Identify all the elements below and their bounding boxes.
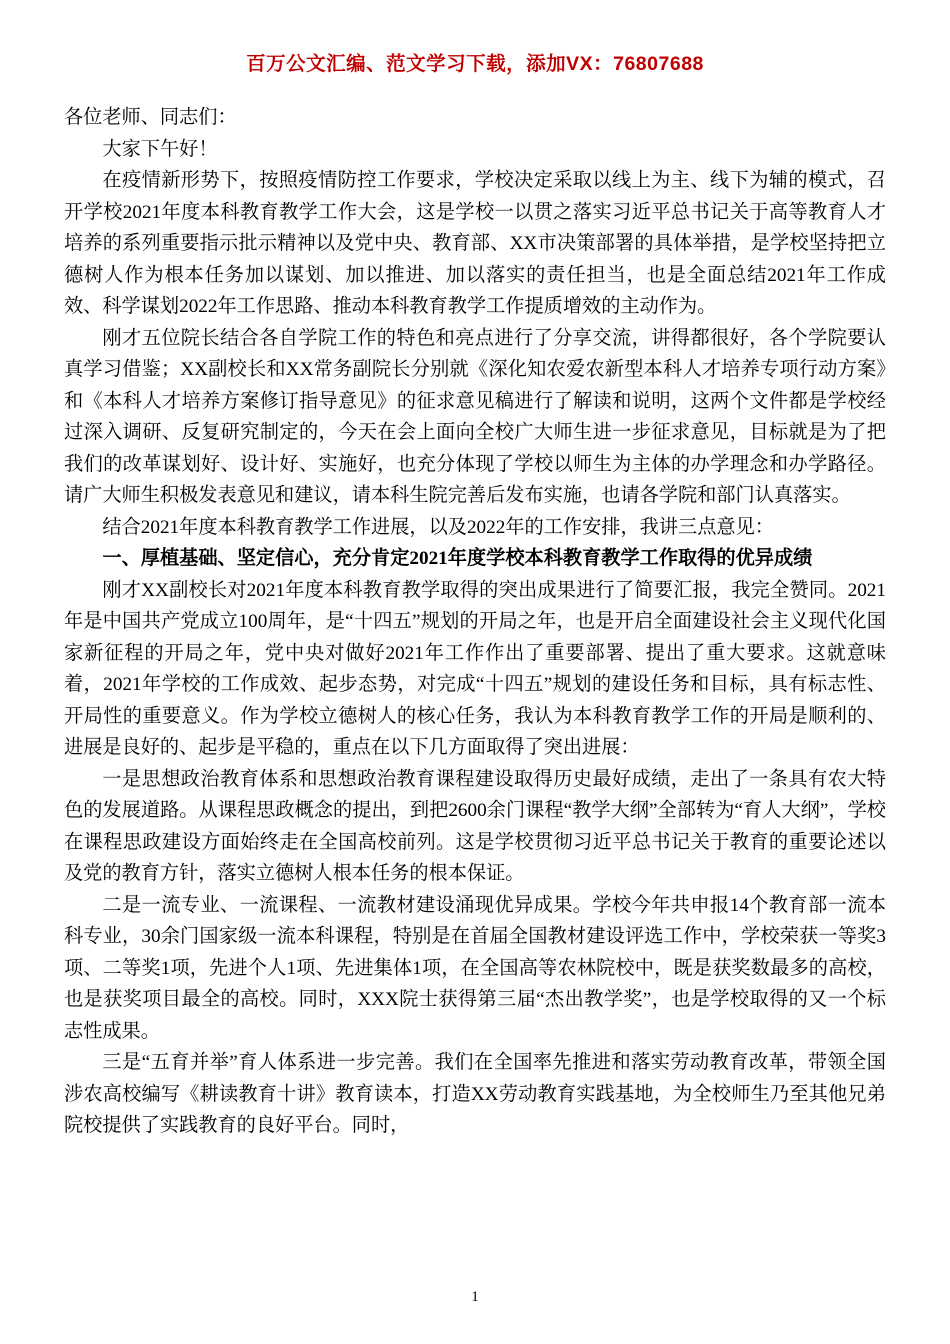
- paragraph-2: 刚才五位院长结合各自学院工作的特色和亮点进行了分享交流，讲得都很好，各个学院要认真学习借鉴；XX副校长和XX常务副院长分别就《深化知农爱农新型本科人才培养专项行动方案》和《本科人才培养方案修订指导意见》的征求意见稿进行了解读和说明，这两个文件都是学校经过深入调研、反复研究制定的，今天在会上面向全校广大师生进一步征求意见，目标就是为了把我们的改革谋划好、设计好、实施好，也充分体现了学校以师生为主体的办学理念和办学路径。请广大师生积极发表意见和建议，请本科生院完善后发布实施，也请各学院和部门认真落实。: [64, 327, 886, 506]
- paragraph-1: 在疫情新形势下，按照疫情防控工作要求，学校决定采取以线上为主、线下为辅的模式，召开学校2021年度本科教育教学工作大会，这是学校一以贯之落实习近平总书记关于高等教育人才培养的系列重要指示批示精神以及党中央、教育部、XX市决策部署的具体举措，是学校坚持把立德树人作为根本任务加以谋划、加以推进、加以落实的责任担当，也是全面总结2021年工作成效、科学谋划2022年工作思路、推动本科教育教学工作提质增效的主动作为。: [64, 170, 886, 317]
- paragraph-6: 二是一流专业、一流课程、一流教材建设涌现优异成果。学校今年共申报14个教育部一流本科专业，30余门国家级一流本科课程，特别是在首届全国教材建设评选工作中，学校荣获一等奖3项、二等奖1项，先进个人1项、先进集体1项，在全国高等农林院校中，既是获奖数最多的高校，也是获奖项目最全的高校。同时，XXX院士获得第三届“杰出教学奖”，也是学校取得的又一个标志性成果。: [64, 894, 886, 1042]
- paragraph-4: 刚才XX副校长对2021年度本科教育教学取得的突出成果进行了简要汇报，我完全赞同。2021年是中国共产党成立100周年，是“十四五”规划的开局之年，也是开启全面建设社会主义现代化国家新征程的开局之年，党中央对做好2021年工作作出了重要部署、提出了重大要求。这就意味着，2021年学校的工作成效、起步态势，对完成“十四五”规划的建设任务和目标，具有标志性、开局性的重要意义。作为学校立德树人的核心任务，我认为本科教育教学工作的开局是顺利的、进展是良好的、起步是平稳的，重点在以下几方面取得了突出进展：: [64, 579, 886, 758]
- paragraph-5: 一是思想政治教育体系和思想政治教育课程建设取得历史最好成绩，走出了一条具有农大特色的发展道路。从课程思政概念的提出，到把2600余门课程“教学大纲”全部转为“育人大纲”，学校在课程思政建设方面始终走在全国高校前列。这是学校贯彻习近平总书记关于教育的重要论述以及党的教育方针，落实立德树人根本任务的根本保证。: [64, 768, 886, 884]
- document-body: [64, 102, 886, 1142]
- promo-banner: 百万公文汇编、范文学习下载，添加VX：76807688: [246, 53, 704, 75]
- page-number: 1: [471, 1289, 479, 1305]
- paragraph-7: 三是“五育并举”育人体系进一步完善。我们在全国率先推进和落实劳动教育改革，带领全国涉农高校编写《耕读教育十讲》教育读本，打造XX劳动教育实践基地，为全校师生乃至其他兄弟院校提供了实践教育的良好平台。同时，: [64, 1052, 886, 1136]
- paragraph-salutation: 各位老师、同志们：: [64, 107, 237, 128]
- section-heading-1: 一、厚植基础、坚定信心，充分肯定2021年度学校本科教育教学工作取得的优异成绩: [102, 548, 813, 569]
- paragraph-greeting: 大家下午好！: [102, 138, 218, 160]
- paragraph-3: 结合2021年度本科教育教学工作进展，以及2022年的工作安排，我讲三点意见：: [102, 516, 774, 538]
